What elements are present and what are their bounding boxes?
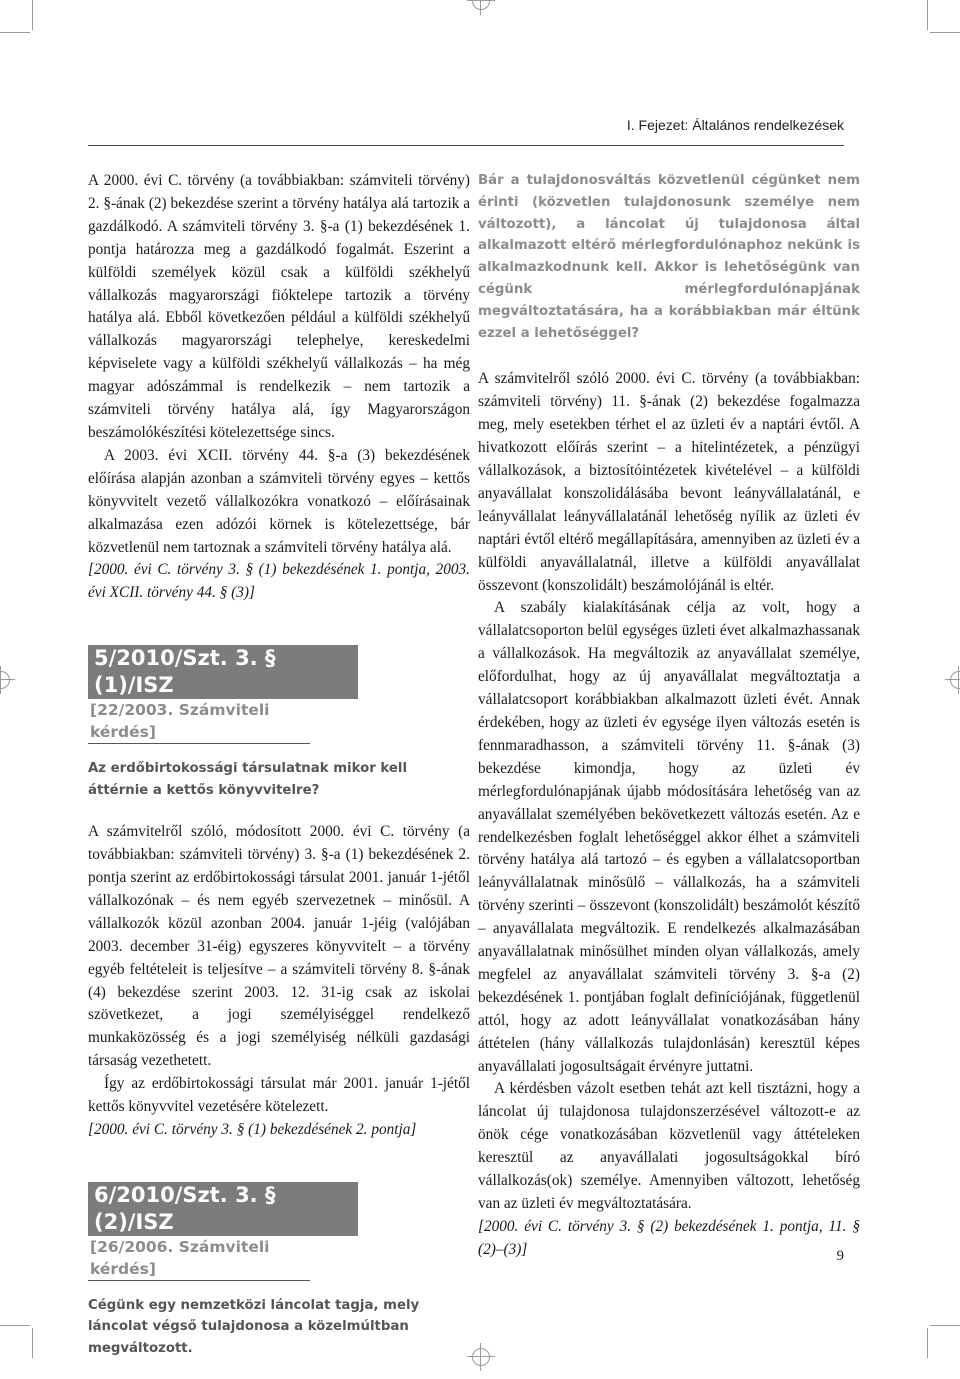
- section-reference: [22/2003. Számviteli kérdés]: [88, 699, 310, 744]
- body-paragraph: A szabály kialakításának célja az volt, hogy a vállalatcsoporton belül egységes üzleti évet alkalmazhassanak a vállalkozások. Ha megváltozik az anyavállalat személye, előfordulhat, hogy az új anyavállalat megváltoztatja a vállalatcsoport korábbiakban alkalmazott üzleti évét. Annak érdekében, hogy az üzleti év egysége ilyen változás esetén is fennmaradhasson, a számviteli törvény 11. §-ának (3) bekezdése kimondja, hogy az üzleti év mérlegfordulónapjának újabb módosítására lehetőség van az anyavállalat személyében bekövetkezett változás esetén. Az e rendelkezésben foglalt lehetőséggel akkor élhet a számviteli törvény hatálya alá tartozó – és egyben a vállalatcsoportban leányvállalatnak minősülő – vállalkozás, ha a számviteli törvény szerinti – összevont (konszolidált) beszámolót készítő – anyavállalata megváltozik. E rendelkezés alkalmazásában anyavállalatnak minősülhet minden olyan vállalkozás, amely megfelel az anyavállalat számviteli törvény 3. §-a (2) bekezdésének 1. pontjában foglalt definíciójának, függetlenül attól, hogy az adott leányvállalat vonatkozásában hány áttételen (hány vállalkozás tulajdonlásán) keresztül képes anyavállalati jogosultságait érvényre juttatni.: [478, 599, 860, 1075]
- crop-mark: [32, 1328, 33, 1358]
- page-number: 9: [836, 1248, 844, 1264]
- chapter-header: I. Fejezet: Általános rendelkezések: [626, 117, 844, 133]
- section-question: Az erdőbirtokossági társulatnak mikor kell áttérnie a kettős könyvvitelre?: [88, 761, 408, 798]
- registration-mark: [950, 671, 960, 689]
- section-reference: [26/2006. Számviteli kérdés]: [88, 1236, 310, 1281]
- section-code: 6/2010/Szt. 3. § (2)/ISZ: [88, 1182, 358, 1236]
- legal-citation: [2000. évi C. törvény 3. § (1) bekezdésének 1. pontja, 2003. évi XCII. törvény 44. § (3)]: [88, 561, 470, 602]
- crop-mark: [32, 0, 33, 30]
- registration-mark: [472, 0, 490, 10]
- crop-mark: [927, 1328, 928, 1358]
- right-column: [478, 170, 860, 1262]
- crop-mark: [930, 32, 960, 33]
- body-paragraph: A számvitelről szóló, módosított 2000. évi C. törvény (a továbbiakban: számviteli törvény) 3. §-a (1) bekezdésének 2. pontja szerint az erdőbirtokossági társulat 2001. január 1-jétől vállalkozónak – és nem egyéb szervezetnek – minősül. A vállalkozók közül azonban 2004. január 1-jéig (valójában 2003. december 31-éig) egyszeres könyvvitelt – a törvény egyéb feltételeit is teljesítve – a számviteli törvény 8. §-ának (4) bekezdése szerint 2003. 12. 31-ig csak az iskolai szövetkezet, a jogi személyiséggel rendelkező munkaközösség és a jogi személyiség nélküli gazdasági társaság vezethetett.: [88, 823, 470, 1070]
- spacer: [478, 344, 860, 368]
- registration-mark: [0, 671, 10, 689]
- section-question: Cégünk egy nemzetközi láncolat tagja, mely láncolat végső tulajdonosa a közelmúltban megváltozott.: [88, 1297, 420, 1356]
- crop-mark: [0, 1325, 30, 1326]
- crop-mark: [930, 1325, 960, 1326]
- left-column: [88, 170, 470, 1379]
- legal-citation: [2000. évi C. törvény 3. § (2) bekezdésének 1. pontja, 11. § (2)–(3)]: [478, 1217, 860, 1258]
- question-lead: Bár a tulajdonosváltás közvetlenül cégünket nem érinti (közvetlen tulajdonosunk személye nem változott), a láncolat új tulajdonosa által alkalmazott eltérő mérlegfordulónaphoz nekünk is alkalmazkodnunk kell. Akkor is lehetőségünk van cégünk mérlegfordulónapjának megváltoztatására, ha a korábbiakban már éltünk ezzel a lehetőséggel?: [478, 173, 860, 341]
- body-paragraph: A 2003. évi XCII. törvény 44. §-a (3) bekezdésének előírása alapján azonban a számviteli törvény egyes – kettős könyvvitelt vezető vállalkozókra vonatkozó – előírásainak alkalmazása ezen adózói körnek is kötelezettsége, bár közvetlenül nem tartoznak a számviteli törvény hatálya alá.: [88, 446, 470, 556]
- header-rule: [88, 145, 844, 146]
- crop-mark: [927, 0, 928, 30]
- registration-mark: [472, 1348, 490, 1366]
- body-paragraph: Így az erdőbirtokossági társulat már 2001. január 1-jétől kettős könyvvitel vezetésére kötelezett.: [88, 1075, 470, 1116]
- crop-mark: [0, 32, 30, 33]
- body-paragraph: A kérdésben vázolt esetben tehát azt kell tisztázni, hogy a láncolat új tulajdonosa tulajdonszerzésével változott-e az önök cége vonatkozásában közvetlenül vagy áttételeken keresztül az anyavállalati jogosultságokkal bíró vállalkozás(ok) személye. Amennyiben változott, lehetőség van az üzleti év megváltoztatására.: [478, 1080, 860, 1212]
- body-paragraph: A számvitelről szóló 2000. évi C. törvény (a továbbiakban: számviteli törvény) 11. §-ának (2) bekezdése fogalmazza meg, mely esetekben térhet el az üzleti év a naptári évtől. A hivatkozott előírás szerint – a hitelintézetek, a pénzügyi vállalkozások, a biztosítóintézetek kivételével – a külföldi anyavállalat konszolidálásába bevont leányvállalatánál, e leányvállalat leányvállalatánál lehetőség nyílik az üzleti év naptári évtől eltérő megállapítására, amennyiben az üzleti év a külföldi anyavállalatnál, illetve a külföldi anyavállalat összevont (konszolidált) beszámolójánál is eltér.: [478, 370, 860, 594]
- body-paragraph: A 2000. évi C. törvény (a továbbiakban: számviteli törvény) 2. §-ának (2) bekezdése szerint a törvény hatálya alá tartozik a gazdálkodó. A számviteli törvény 3. §-a (1) bekezdésének 1. pontja határozza meg a gazdálkodó fogalmát. Eszerint a külföldi személyek közül csak a külföldi székhelyű vállalkozás magyarországi fióktelepe tartozik a törvény hatálya alá. Ebből következően például a külföldi székhelyű vállalkozás magyarországi telephelye, kereskedelmi képviselete vagy a külföldi székhelyű vállalkozás – ha még magyar adószámmal is rendelkezik – nem tartozik a számviteli törvény hatálya alá, így Magyarországon beszámolókészítési kötelezettsége sincs.: [88, 172, 470, 441]
- section-code: 5/2010/Szt. 3. § (1)/ISZ: [88, 645, 358, 699]
- legal-citation: [2000. évi C. törvény 3. § (1) bekezdésének 2. pontja]: [88, 1121, 417, 1138]
